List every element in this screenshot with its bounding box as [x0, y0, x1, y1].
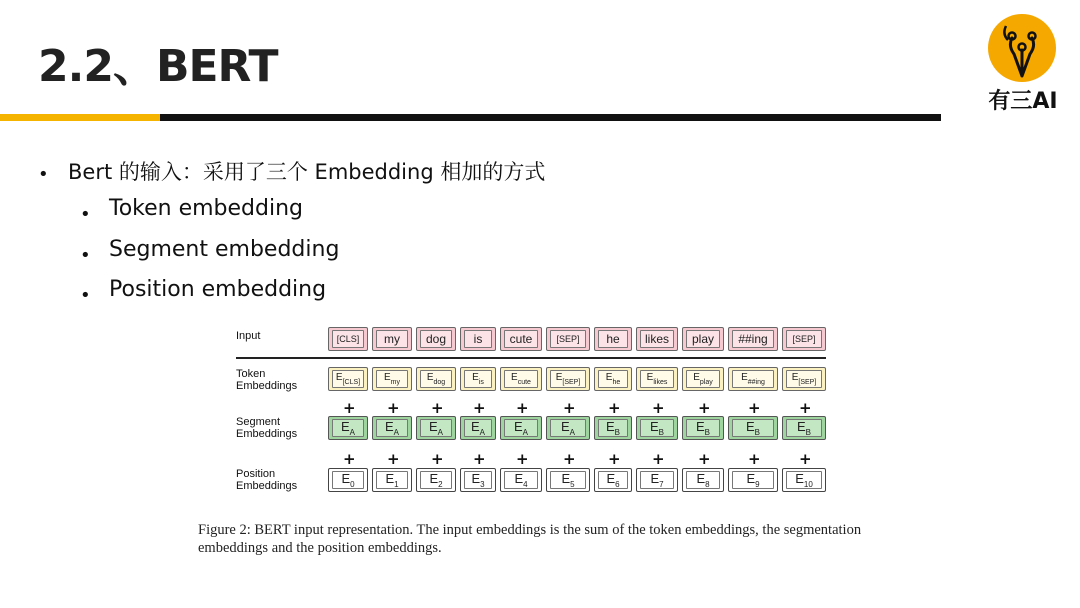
segment-embedding-subscript: A: [569, 428, 575, 437]
token-embedding-subscript: cute: [517, 379, 531, 386]
input-token: [682, 327, 724, 351]
input-token-text: is: [473, 332, 483, 346]
row-label-segment: Segment Embeddings: [236, 416, 298, 440]
plus-sign: +: [748, 399, 761, 417]
plus-sign: +: [698, 399, 711, 417]
token-embedding: $E_{[CLS]}$: [328, 367, 368, 391]
token-embedding-subscript: is: [478, 379, 484, 386]
token-embedding: $E_{is}$: [460, 367, 496, 391]
plus-sign: +: [799, 399, 812, 417]
plus-sign: +: [516, 450, 529, 468]
input-token: [594, 327, 632, 351]
plus-sign: +: [431, 450, 444, 468]
plus-sign: +: [431, 399, 444, 417]
bullet-dot: •: [80, 204, 91, 225]
position-embedding-subscript: 8: [705, 480, 710, 489]
bert-input-diagram: [230, 320, 840, 510]
segment-embedding: $E_B$: [682, 416, 724, 440]
segment-embedding-subscript: B: [754, 428, 760, 437]
position-embedding: $E_1$: [372, 468, 412, 492]
position-embedding: $E_4$: [500, 468, 542, 492]
plus-sign: +: [516, 399, 529, 417]
input-token-text: [SEP]: [556, 334, 580, 344]
plus-sign: +: [387, 450, 400, 468]
token-embedding: $E_{[SEP]}$: [782, 367, 826, 391]
input-token-text: he: [606, 332, 620, 346]
token-embedding-subscript: ##ing: [747, 379, 765, 386]
position-embedding: $E_{10}$: [782, 468, 826, 492]
input-token: [546, 327, 590, 351]
position-embedding: $E_7$: [636, 468, 678, 492]
plus-sign: +: [563, 450, 576, 468]
segment-embedding: $E_B$: [636, 416, 678, 440]
token-embedding-subscript: dog: [433, 379, 446, 386]
bullet-dot: •: [38, 164, 49, 185]
segment-embedding: $E_A$: [500, 416, 542, 440]
input-token-text: cute: [509, 332, 533, 346]
token-embedding-subscript: [CLS]: [342, 379, 361, 386]
position-embedding: $E_2$: [416, 468, 456, 492]
position-embedding: $E_8$: [682, 468, 724, 492]
plus-sign: +: [343, 399, 356, 417]
position-embedding: $E_5$: [546, 468, 590, 492]
token-embedding-subscript: play: [699, 379, 713, 386]
plus-sign: +: [748, 450, 761, 468]
segment-embedding: $E_B$: [782, 416, 826, 440]
bullet-segment-embedding: Segment embedding: [109, 237, 340, 262]
input-token: [500, 327, 542, 351]
position-embedding-subscript: 3: [480, 480, 485, 489]
segment-embedding: $E_A$: [546, 416, 590, 440]
token-embedding: $E_{my}$: [372, 367, 412, 391]
position-embedding: $E_9$: [728, 468, 778, 492]
segment-embedding: $E_B$: [728, 416, 778, 440]
position-embedding: $E_0$: [328, 468, 368, 492]
input-token: [416, 327, 456, 351]
input-token-text: [CLS]: [336, 334, 360, 344]
token-embedding-subscript: my: [390, 379, 400, 386]
plus-sign: +: [387, 399, 400, 417]
plus-sign: +: [652, 399, 665, 417]
token-embedding: $E_{[SEP]}$: [546, 367, 590, 391]
segment-embedding: $E_A$: [372, 416, 412, 440]
plus-sign: +: [608, 399, 621, 417]
segment-embedding: $E_A$: [328, 416, 368, 440]
title-rule: [160, 114, 941, 121]
input-separator: [236, 357, 826, 359]
token-embedding: $E_{likes}$: [636, 367, 678, 391]
token-embedding-subscript: likes: [653, 379, 668, 386]
plus-sign: +: [473, 450, 486, 468]
bullet-position-embedding: Position embedding: [109, 277, 327, 302]
plus-sign: +: [473, 399, 486, 417]
input-token: [372, 327, 412, 351]
position-embedding-subscript: 2: [438, 480, 443, 489]
plus-sign: +: [563, 399, 576, 417]
input-token-text: play: [691, 332, 714, 346]
bullet-dot: •: [80, 285, 91, 306]
token-embedding-subscript: he: [612, 379, 621, 386]
token-embedding: $E_{play}$: [682, 367, 724, 391]
plus-sign: +: [799, 450, 812, 468]
figure-caption: Figure 2: BERT input representation. The input embeddings is the sum of the token embeddings, the segmentation embeddings and the position embeddings.: [198, 522, 862, 556]
position-embedding-subscript: 7: [659, 480, 664, 489]
row-label-input: Input: [236, 330, 261, 342]
logo-text: 有三AI: [988, 89, 1058, 114]
segment-embedding-subscript: A: [349, 428, 355, 437]
input-token-text: dog: [425, 332, 447, 346]
input-token: [460, 327, 496, 351]
title-rule-accent: [0, 114, 160, 121]
bullet-main: Bert 的输入：采用了三个 Embedding 相加的方式: [68, 160, 546, 184]
input-token-text: my: [384, 332, 400, 346]
position-embedding-subscript: 10: [803, 480, 813, 489]
row-label-position: Position Embeddings: [236, 468, 298, 492]
segment-embedding-subscript: A: [479, 428, 485, 437]
plus-sign: +: [608, 450, 621, 468]
input-token-text: ##ing: [738, 332, 768, 346]
plus-sign: +: [652, 450, 665, 468]
plus-sign: +: [343, 450, 356, 468]
segment-embedding-subscript: A: [437, 428, 443, 437]
slide-title: 2.2、BERT: [38, 41, 278, 92]
segment-embedding-subscript: A: [522, 428, 528, 437]
segment-embedding-subscript: B: [614, 428, 620, 437]
token-embedding-subscript: [SEP]: [562, 379, 581, 386]
input-token: [636, 327, 678, 351]
position-embedding-subscript: 4: [523, 480, 528, 489]
position-embedding: $E_6$: [594, 468, 632, 492]
segment-embedding: $E_A$: [460, 416, 496, 440]
input-token-text: likes: [644, 332, 669, 346]
position-embedding-subscript: 1: [394, 480, 399, 489]
token-embedding-subscript: [SEP]: [798, 379, 817, 386]
row-label-token: Token Embeddings: [236, 368, 298, 392]
input-token-text: [SEP]: [792, 334, 816, 344]
input-token: [728, 327, 778, 351]
segment-embedding-subscript: B: [805, 428, 811, 437]
plus-sign: +: [698, 450, 711, 468]
position-embedding-subscript: 5: [570, 480, 575, 489]
segment-embedding: $E_B$: [594, 416, 632, 440]
segment-embedding-subscript: A: [393, 428, 399, 437]
input-token: [328, 327, 368, 351]
token-embedding: $E_{\#\#ing}$: [728, 367, 778, 391]
position-embedding: $E_3$: [460, 468, 496, 492]
bullet-dot: •: [80, 245, 91, 266]
token-embedding: $E_{dog}$: [416, 367, 456, 391]
position-embedding-subscript: 0: [350, 480, 355, 489]
segment-embedding: $E_A$: [416, 416, 456, 440]
position-embedding-subscript: 9: [755, 480, 760, 489]
position-embedding-subscript: 6: [615, 480, 620, 489]
bullet-token-embedding: Token embedding: [109, 196, 304, 221]
token-embedding: $E_{he}$: [594, 367, 632, 391]
input-token: [782, 327, 826, 351]
token-embedding: $E_{cute}$: [500, 367, 542, 391]
segment-embedding-subscript: B: [658, 428, 664, 437]
segment-embedding-subscript: B: [704, 428, 710, 437]
